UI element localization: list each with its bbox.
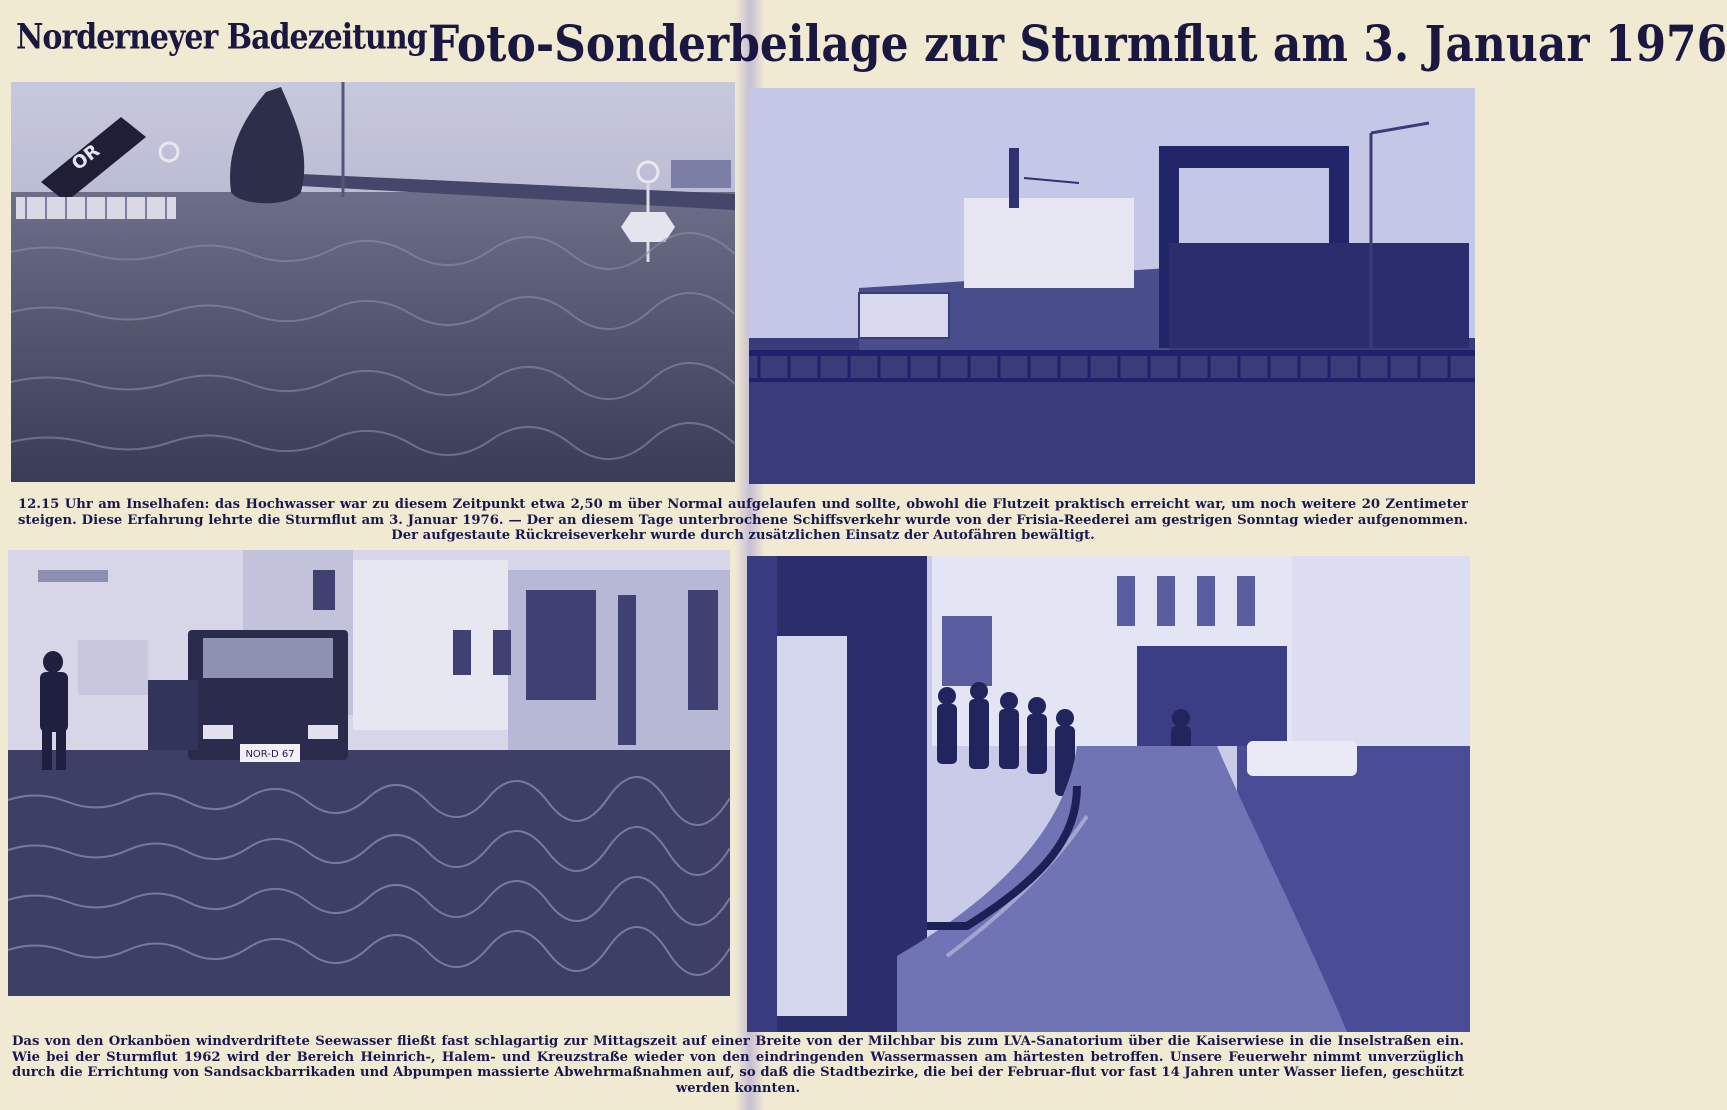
license-plate: NOR-D 67 [245,749,295,760]
photo-harbor-flood [11,82,735,482]
photo-alley-crowd [747,556,1470,1032]
photo-flooded-street [8,550,730,996]
caption-bottom: Das von den Orkanböen windverdriftete Seewasser fließt fast schlagartig zur Mittagszeit auf einer Breite von der Milchbar bis zum LVA-Sanatorium über die Kaiserwiese in die Inselstraßen ein. Wie bei der Sturmflut 1962 wird der Bereich Heinrich-, Halem- und Kreuzstraße wieder von den eindringenden Wassermassen am härtesten betroffen. Unsere Feuerwehr nimmt unverzüglich durch die Errichtung von Sandsackbarrikaden und Abpumpen massierte Abwehrmaßnahmen auf, so daß die Stadtbezirke, die bei der Februar-flut vor fast 14 Jahren unter Wasser liefen, geschützt werden konnten. [12,1034,1464,1096]
sign-fragment: OR [67,140,104,175]
caption-top: 12.15 Uhr am Inselhafen: das Hochwasser war zu diesem Zeitpunkt etwa 2,50 m über Normal aufgelaufen und sollte, obwohl die Flutzeit praktisch erreicht war, um noch weitere 20 Zentimeter steigen. Diese Erfahrung lehrte die Sturmflut am 3. Januar 1976. — Der an diesem Tage unterbrochene Schiffsverkehr wurde von der Frisia-Reederei am gestrigen Sonntag wieder aufgenommen. Der aufgestaute Rückreiseverkehr wurde durch zusätzlichen Einsatz der Autofähren bewältigt. [18,497,1468,543]
masthead: Norderneyer Badezeitung [16,17,427,58]
photo-ferry-dock [749,88,1475,484]
headline: Foto-Sonderbeilage zur Sturmflut am 3. Januar 1976 [428,16,1727,74]
